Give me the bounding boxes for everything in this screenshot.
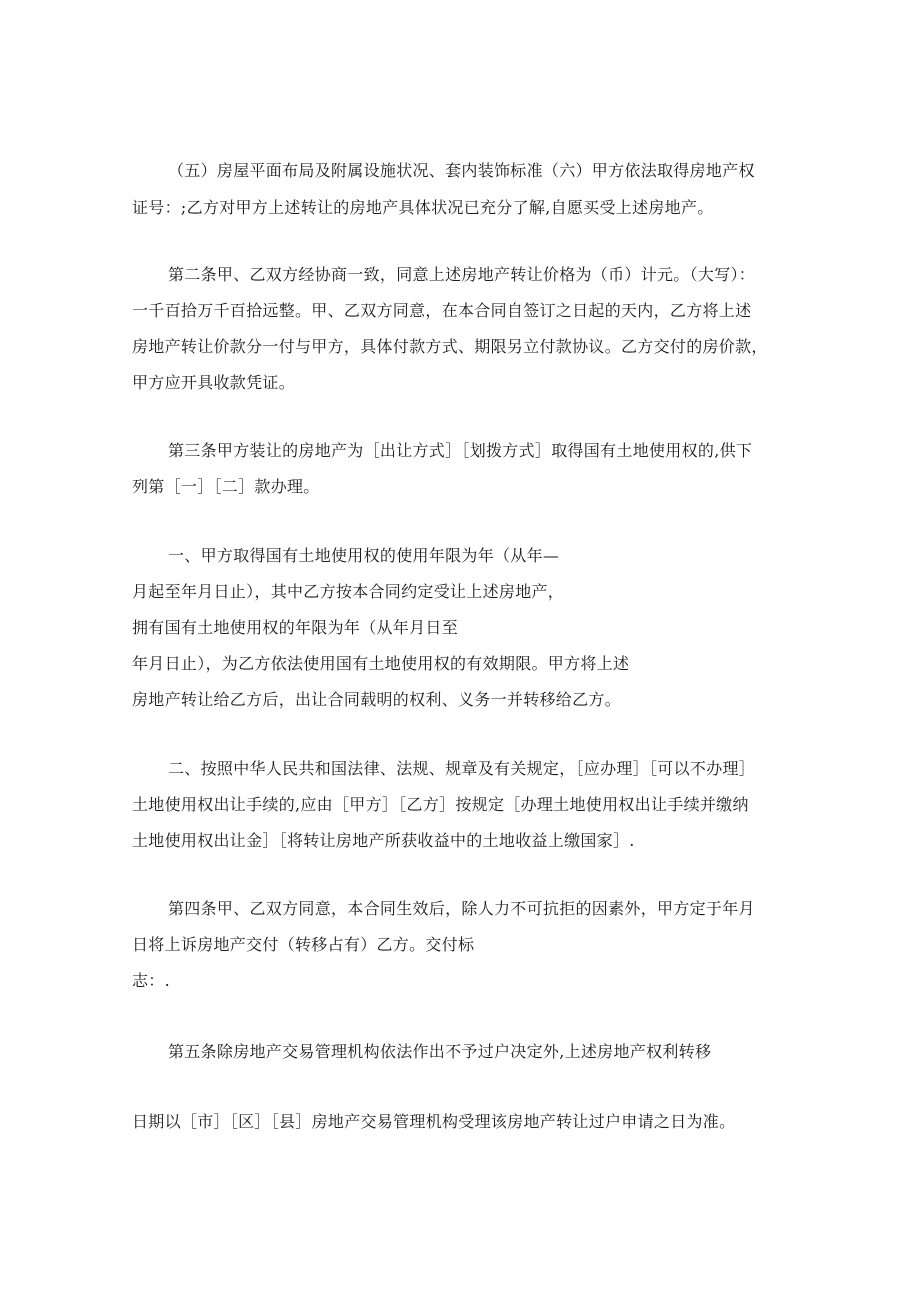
paragraph-4-line-5: 房地产转让给乙方后，出让合同载明的权利、义务一并转移给乙方。 [132, 690, 622, 709]
paragraph-1-line-2: 证号：;乙方对甲方上述转让的房地产具体状况已充分了解,自愿买受上述房地产。 [132, 198, 714, 217]
paragraph-7-line-1: 第五条除房地产交易管理机构依法作出不予过户决定外,上述房地产权利转移 [168, 1042, 712, 1061]
paragraph-1-line-1: （五）房屋平面布局及附属设施状况、套内装饰标准（六）甲方依法取得房地产权 [168, 161, 755, 180]
paragraph-2-line-1: 第二条甲、乙双方经协商一致，同意上述房地产转让价格为（币）计元。（大写）： [168, 265, 756, 284]
paragraph-6-line-3: 志：. [132, 971, 170, 990]
paragraph-3-line-1: 第三条甲方装让的房地产为［出让方式］［划拨方式］取得国有土地使用权的,供下 [168, 441, 753, 460]
paragraph-2-line-2: 一千百拾万千百拾远整。甲、乙双方同意，在本合同自签订之日起的天内，乙方将上述 [132, 301, 752, 320]
paragraph-3-line-2: 列第［一］［二］款办理。 [132, 477, 320, 496]
paragraph-5-line-3: 土地使用权出让金］［将转让房地产所获收益中的土地收益上缴国家］. [132, 831, 635, 850]
paragraph-4-line-4: 年月日止），为乙方依法使用国有土地使用权的有效期限。甲方将上述 [132, 654, 630, 673]
paragraph-6-line-2: 日将上诉房地产交付（转移占有）乙方。交付标 [132, 935, 475, 954]
paragraph-6-line-1: 第四条甲、乙双方同意，本合同生效后，除人力不可抗拒的因素外，甲方定于年月 [168, 899, 755, 918]
paragraph-5-line-1: 二、按照中华人民共和国法律、法规、规章及有关规定，［应办理］［可以不办理］ [168, 759, 756, 778]
paragraph-4-line-1: 一、甲方取得国有土地使用权的使用年限为年（从年— [168, 546, 560, 565]
paragraph-2-line-4: 甲方应开具收款凭证。 [132, 373, 296, 392]
paragraph-8-line-1: 日期以［市］［区］［县］房地产交易管理机构受理该房地产转让过户申请之日为准。 [132, 1112, 736, 1131]
paragraph-4-line-3: 拥有国有土地使用权的年限为年（从年月日至 [132, 618, 459, 637]
paragraph-2-line-3: 房地产转让价款分一付与甲方，具体付款方式、期限另立付款协议。乙方交付的房价款， [132, 337, 768, 356]
paragraph-4-line-2: 月起至年月日止），其中乙方按本合同约定受让上述房地产， [132, 582, 565, 601]
paragraph-5-line-2: 土地使用权出让手续的,应由［甲方］［乙方］按规定［办理土地使用权出让手续并缴纳 [132, 795, 749, 814]
